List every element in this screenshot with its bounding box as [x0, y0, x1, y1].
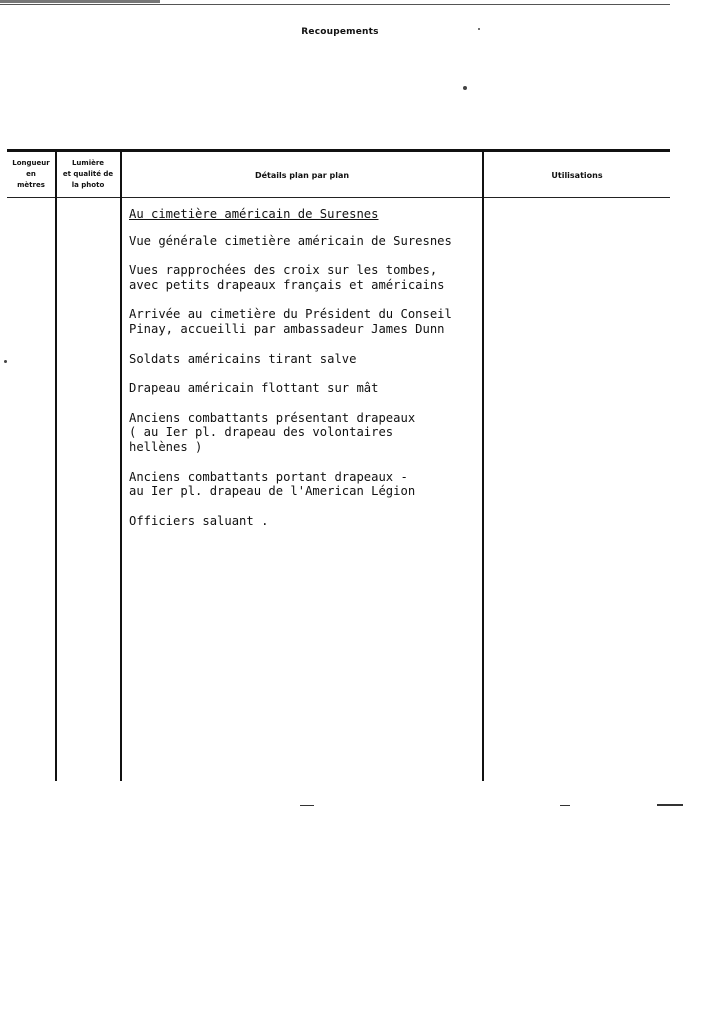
scan-dash [657, 804, 683, 806]
spacer [129, 337, 529, 352]
spacer [129, 396, 529, 411]
shot-line: avec petits drapeaux français et américains [129, 277, 445, 292]
spacer [129, 366, 529, 381]
column-header-light-quality: Lumière et qualité de la photo [62, 159, 114, 189]
spacer [129, 455, 529, 470]
column-divider-1 [55, 150, 57, 781]
shot-line: Drapeau américain flottant sur mât [129, 381, 379, 396]
shot-line: Anciens combattants portant drapeaux - [129, 469, 408, 484]
scan-dash [300, 805, 314, 806]
shot-line: au Ier pl. drapeau de l'American Légion [129, 484, 416, 499]
scan-speck [478, 28, 480, 30]
shot-line: Vue générale cimetière américain de Suresnes [129, 233, 452, 248]
page-header-title: Recoupements [301, 27, 379, 37]
shot-list [129, 207, 529, 528]
shot-line: Arrivée au cimetière du Président du Conseil [129, 307, 452, 322]
scan-dash [560, 805, 570, 806]
shot-line: Pinay, accueilli par ambassadeur James Dunn [129, 321, 445, 336]
scan-speck [4, 360, 7, 363]
shot-line: Anciens combattants présentant drapeaux [129, 410, 416, 425]
section-title: Au cimetière américain de Suresnes [129, 207, 379, 221]
top-edge-mark [0, 0, 160, 3]
column-header-length: Longueur en mètres [12, 159, 50, 189]
column-divider-2 [120, 150, 122, 781]
shot-line: Vues rapprochées des croix sur les tombes, [129, 263, 438, 278]
shot-line: Soldats américains tirant salve [129, 351, 357, 366]
spacer [129, 292, 529, 307]
table-header-rule [7, 197, 670, 198]
shot-line: ( au Ier pl. drapeau des volontaires [129, 425, 394, 440]
scan-speck [463, 86, 467, 90]
top-edge-rule [0, 4, 670, 5]
column-header-details: Détails plan par plan [254, 171, 350, 180]
column-header-uses: Utilisations [551, 171, 603, 180]
spacer [129, 248, 529, 263]
shot-line: Officiers saluant . [129, 513, 269, 528]
spacer [129, 499, 529, 514]
shot-line: hellènes ) [129, 439, 203, 454]
table-top-rule [7, 149, 670, 152]
